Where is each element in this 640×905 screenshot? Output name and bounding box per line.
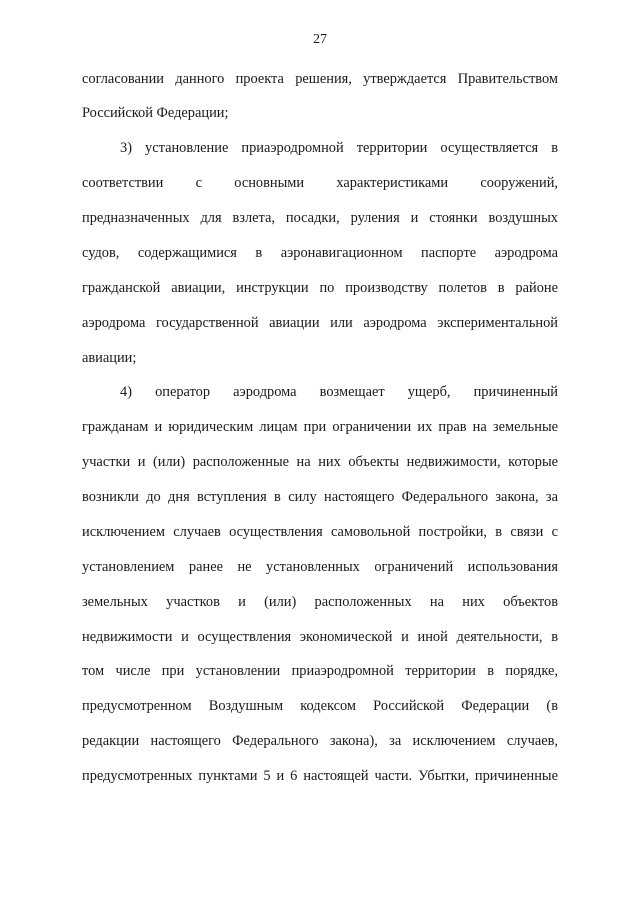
text-line: земельных участков и (или) расположенных на них объектов (82, 594, 558, 610)
text-line: Российской Федерации; (82, 105, 229, 121)
text-line: судов, содержащимися в аэронавигационном паспорте аэродрома (82, 245, 558, 261)
text-line: редакции настоящего Федерального закона), за исключением случаев, (82, 733, 558, 749)
text-line: возникли до дня вступления в силу настоящего Федерального закона, за (82, 489, 558, 505)
text-line: соответствии с основными характеристиками сооружений, (82, 175, 558, 191)
text-line: исключением случаев осуществления самовольной постройки, в связи с (82, 524, 558, 540)
text-line: участки и (или) расположенные на них объекты недвижимости, которые (82, 454, 558, 470)
text-line: 3) установление приаэродромной территории осуществляется в (120, 140, 558, 156)
text-line: 4) оператор аэродрома возмещает ущерб, причиненный (120, 384, 558, 400)
text-line: аэродрома государственной авиации или аэродрома экспериментальной (82, 315, 558, 331)
text-line: недвижимости и осуществления экономической и иной деятельности, в (82, 629, 558, 645)
text-line: авиации; (82, 350, 137, 366)
text-line: установлением ранее не установленных ограничений использования (82, 559, 558, 575)
text-line: согласовании данного проекта решения, утверждается Правительством (82, 71, 558, 87)
page-number: 27 (313, 32, 327, 47)
text-line: том числе при установлении приаэродромной территории в порядке, (82, 663, 558, 679)
text-line: гражданской авиации, инструкции по производству полетов в районе (82, 280, 558, 296)
text-line: предусмотренных пунктами 5 и 6 настоящей части. Убытки, причиненные (82, 768, 558, 784)
text-line: гражданам и юридическим лицам при ограничении их прав на земельные (82, 419, 558, 435)
text-line: предназначенных для взлета, посадки, руления и стоянки воздушных (82, 210, 558, 226)
text-line: предусмотренном Воздушным кодексом Российской Федерации (в (82, 698, 558, 714)
